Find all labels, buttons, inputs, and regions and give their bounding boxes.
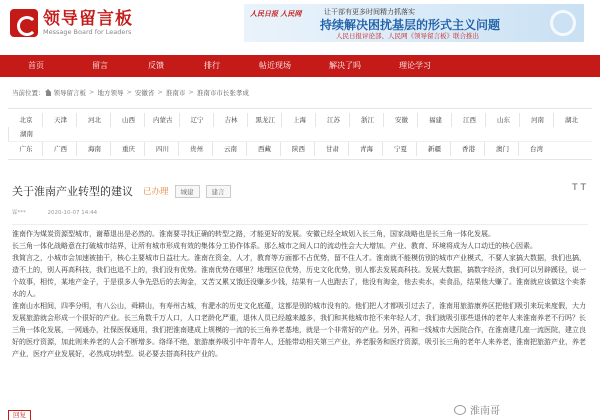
region-link[interactable]: 海南 — [76, 142, 110, 156]
article-meta — [12, 208, 97, 216]
region-link[interactable]: 青海 — [348, 142, 382, 156]
region-link[interactable]: 安徽 — [383, 113, 417, 127]
tag-chip[interactable]: 城建 — [175, 185, 200, 198]
body-paragraph: 我简言之，小城市会加速被抽干，核心主要城市日益壮大。淮南在资金，人才，教育等方面都不占优势，留不住人才。淮南就不能模仿别的城市产业模式，不要人家搞大数据，我们也搞，造不上的，别人再高科技，我们也追不上的，我们没有优势。淮南优势在哪里？地理区位优势，历史文化优势，别人都去发展高科技。发展大数据，搞数字经济，我们可以另辟蹊径，说一个故事，相传，某地产金子，于是很多人争先恐后的去淘金，又苦又累又饿还没赚多少钱，结果有一人也跑去了，他没有淘金，他去卖水，卖食品，结果他大赚了。淮南就应该做这个卖茶水的人。 — [12, 254, 586, 298]
region-link[interactable]: 福建 — [417, 113, 451, 127]
region-link[interactable]: 香港 — [450, 142, 484, 156]
region-link[interactable]: 江苏 — [315, 113, 349, 127]
logo-icon — [10, 9, 38, 37]
nav-resolved[interactable]: 解决了吗 — [329, 61, 361, 70]
region-link[interactable]: 河北 — [76, 113, 110, 127]
region-link[interactable]: 四川 — [144, 142, 178, 156]
tag-chip[interactable]: 建言 — [206, 185, 231, 198]
region-link[interactable]: 浙江 — [349, 113, 383, 127]
site-logo[interactable] — [10, 8, 160, 38]
article-body — [12, 228, 590, 360]
region-row — [8, 141, 592, 156]
chevron-right-icon: > — [157, 88, 163, 96]
logo-subtitle: Message Board for Leaders — [43, 27, 132, 36]
divider — [12, 224, 588, 225]
body-paragraph: 淮南山水相间，四季分明，有八公山，舜耕山，有寿州古城，有淝水的历史文化底蕴，这都是别的城市没有的。他们把人才都吸引过去了，淮南用旅游康养区把他们吸引来玩来度假，大力发展旅游就会形成一个很好的产业。长三角数千万人口，人口老龄化严重，退休人员已经越来越多，我们和其他城市抢不来年轻人才，我们就吸引那些退休的老年人来淮南养老不行吗？长三角一体化发展，一网通办，社保医保通用，我们把淮南建成上规模的一流的长三角养老基地，就是一个非常好的产业。另外，再和一线城市大医院合作，在淮南建几座一流医院，建立良好的医疗资源，加此则来养老的人会不断增多。络绎不绝，旅游康养吸引中年青年人，还能带动相关第三产业，养老服务和医疗资源，吸引长三角的老年人来养老，淮南把旅游产业，养老产业，医疗产业发展好，必然成功转型。说必要去搭高科技产业的。 — [12, 302, 586, 358]
region-link[interactable]: 辽宁 — [179, 113, 213, 127]
region-link[interactable]: 山东 — [485, 113, 519, 127]
reply-button[interactable]: 回复 — [8, 410, 31, 420]
nav-ranking[interactable]: 排行 — [204, 61, 220, 70]
banner-line3: 人民日报评论部、人民网《领导留言板》联合推出 — [336, 32, 479, 40]
article-title: 关于淮南产业转型的建议 — [12, 185, 133, 198]
body-paragraph: 淮南作为煤炭资源型城市，谢幕退出是必然的。淮南要寻找正确的转型之路，才能更好的发展。安徽已经全域划入长三角，国家战略也是长三角一体化发展。 — [12, 230, 495, 238]
region-link[interactable]: 山西 — [110, 113, 144, 127]
region-row — [8, 113, 592, 141]
region-link[interactable]: 甘肃 — [314, 142, 348, 156]
region-link[interactable]: 贵州 — [178, 142, 212, 156]
region-link[interactable]: 吉林 — [213, 113, 247, 127]
nav-feedback[interactable]: 反馈 — [148, 61, 164, 70]
region-link[interactable]: 新疆 — [416, 142, 450, 156]
breadcrumb-item[interactable]: 淮南市 — [165, 88, 186, 97]
banner-decoration — [550, 10, 576, 36]
article-header — [12, 182, 592, 200]
logo-title: 领导留言板 — [43, 8, 133, 29]
region-link[interactable]: 广东 — [19, 145, 33, 153]
region-link[interactable]: 西藏 — [246, 142, 280, 156]
font-size-control[interactable]: T T — [572, 183, 586, 193]
region-link[interactable]: 黑龙江 — [247, 113, 282, 127]
body-paragraph: 长三角一体化战略意在打破城市结界，让所有城市形成有效的集体分工协作体系。那么城市之间人口的流动性会大大增加。产业、教育、环境将成为人口动迁的核心因素。 — [12, 242, 537, 250]
region-link[interactable]: 天津 — [42, 113, 76, 127]
chevron-right-icon: > — [89, 88, 95, 96]
home-icon — [45, 89, 52, 96]
site-header — [0, 0, 600, 46]
region-link[interactable]: 云南 — [212, 142, 246, 156]
main-nav — [0, 55, 600, 77]
breadcrumb-item[interactable]: 淮南市市长张孝成 — [196, 88, 249, 97]
region-link[interactable]: 上海 — [281, 113, 315, 127]
region-link[interactable]: 广西 — [42, 142, 76, 156]
watermark — [454, 402, 500, 417]
banner-line1: 让干部有更多时间精力抓落实 — [324, 8, 415, 16]
region-link[interactable]: 台湾 — [518, 142, 552, 156]
banner-headline: 持续解决困扰基层的形式主义问题 — [320, 18, 501, 32]
region-link[interactable]: 北京 — [19, 116, 33, 124]
region-link[interactable]: 湖北 — [553, 113, 587, 127]
region-link[interactable]: 内蒙古 — [144, 113, 179, 127]
status-badge: 已办理 — [143, 187, 169, 197]
watermark-text: 淮南哥 — [470, 406, 500, 417]
header-banner[interactable] — [244, 4, 584, 42]
nav-home[interactable]: 首页 — [28, 61, 44, 70]
region-link[interactable]: 澳门 — [484, 142, 518, 156]
author-name: 霖*** — [12, 210, 26, 216]
breadcrumb-item[interactable]: 地方领导 — [97, 88, 124, 97]
banner-brand: 人民日报 人民网 — [250, 10, 302, 18]
breadcrumb-item[interactable]: 领导留言板 — [53, 88, 86, 97]
nav-onsite[interactable]: 帖近现场 — [259, 61, 291, 70]
post-date: 2020-10-07 14:44 — [47, 210, 98, 216]
breadcrumb-prefix: 当前位置： — [12, 88, 45, 97]
chevron-right-icon: > — [188, 88, 194, 96]
region-link[interactable]: 江西 — [451, 113, 485, 127]
nav-theory[interactable]: 理论学习 — [399, 61, 431, 70]
chevron-right-icon: > — [126, 88, 132, 96]
breadcrumb-item[interactable]: 安徽省 — [134, 88, 155, 97]
breadcrumb — [12, 86, 592, 98]
region-link[interactable]: 河南 — [519, 113, 553, 127]
region-link[interactable]: 湖南 — [8, 127, 42, 141]
region-link[interactable]: 宁夏 — [382, 142, 416, 156]
region-link[interactable]: 重庆 — [110, 142, 144, 156]
region-selector — [8, 108, 592, 160]
nav-message[interactable]: 留言 — [92, 61, 108, 70]
weibo-icon — [454, 405, 466, 415]
region-link[interactable]: 陕西 — [280, 142, 314, 156]
